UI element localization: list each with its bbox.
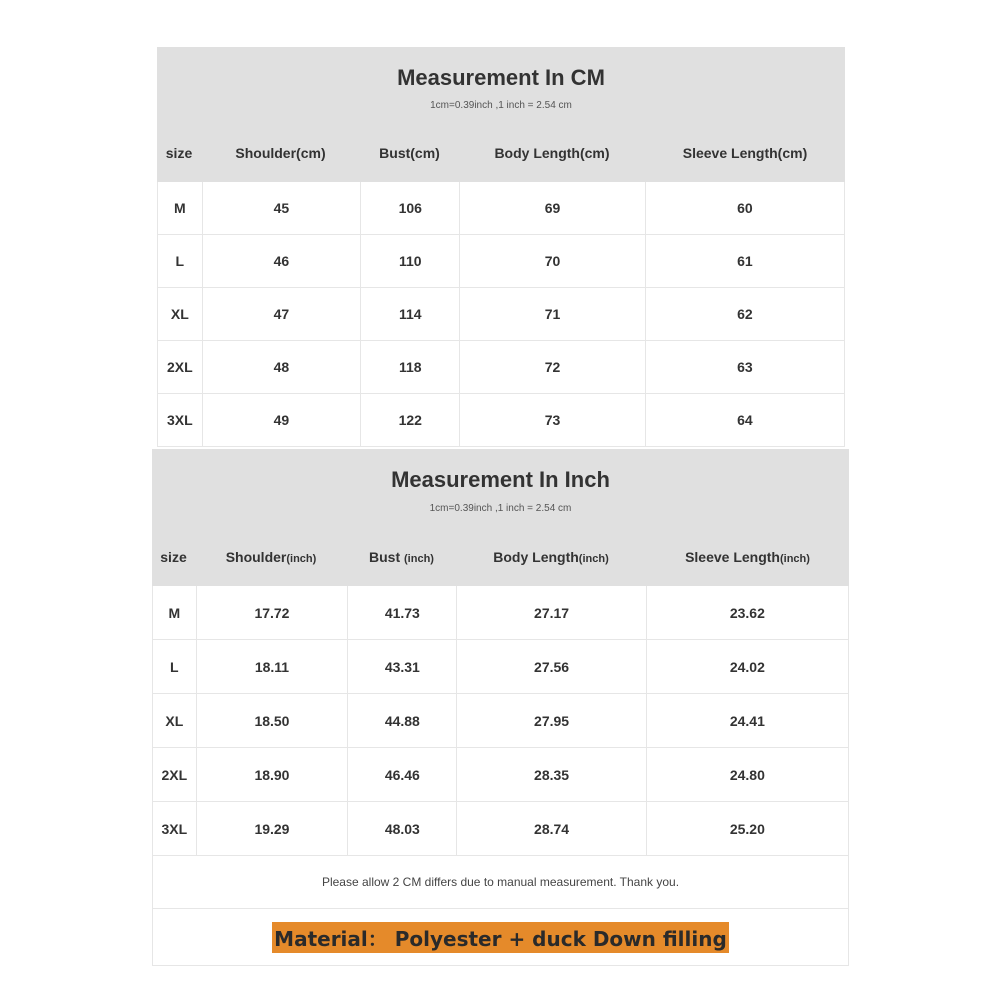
size-cell: XL xyxy=(153,694,197,747)
column-header-label: Sleeve Length xyxy=(685,549,780,565)
measurement-cell: 23.62 xyxy=(729,604,765,621)
table-row xyxy=(158,341,844,394)
inch-table-subtitle: 1cm=0.39inch ,1 inch = 2.54 cm xyxy=(429,503,572,514)
measurement-cell: 25.20 xyxy=(729,820,765,837)
measurement-cell: 70 xyxy=(460,235,645,287)
column-header-label: Shoulder(cm) xyxy=(235,145,326,161)
measurement-cell: 24.41 xyxy=(729,712,765,729)
inch-table-title: Measurement In Inch xyxy=(391,467,610,492)
measurement-cell: 48 xyxy=(203,341,362,393)
size-cell: XL xyxy=(158,288,203,340)
column-header-unit: (inch) xyxy=(404,553,434,565)
cm-table-title: Measurement In CM xyxy=(397,65,605,90)
measurement-note: Please allow 2 CM differs due to manual measurement. Thank you. xyxy=(152,856,849,909)
table-row xyxy=(153,586,848,640)
column-header xyxy=(646,549,849,565)
size-cell: 2XL xyxy=(153,748,197,801)
cm-table-header xyxy=(157,47,845,182)
column-header-label: Bust(cm) xyxy=(379,145,440,161)
inch-size-table xyxy=(152,449,849,966)
table-row xyxy=(153,694,848,748)
column-header-label: size xyxy=(165,145,193,161)
table-row xyxy=(153,802,848,856)
column-header xyxy=(360,145,459,161)
column-header-label: Body Length(cm) xyxy=(494,145,610,161)
measurement-cell: 27.95 xyxy=(457,694,646,747)
column-header-label: Body Length xyxy=(493,549,579,565)
measurement-cell: 71 xyxy=(460,288,645,340)
measurement-cell: 47 xyxy=(203,288,362,340)
measurement-cell: 72 xyxy=(460,341,645,393)
inch-column-headers xyxy=(152,549,849,565)
column-header xyxy=(201,145,360,161)
measurement-cell: 24.80 xyxy=(729,766,765,783)
table-row xyxy=(158,235,844,288)
column-header-label: Sleeve Length(cm) xyxy=(682,145,808,161)
column-header xyxy=(347,549,456,565)
column-header xyxy=(645,145,845,161)
size-cell: 2XL xyxy=(158,341,203,393)
column-header-label: Shoulder xyxy=(225,549,287,565)
measurement-cell: 24.02 xyxy=(729,658,765,675)
column-header xyxy=(456,549,646,565)
column-header xyxy=(152,549,195,565)
measurement-cell: 69 xyxy=(460,182,645,234)
measurement-cell: 64 xyxy=(737,412,753,428)
measurement-cell: 27.56 xyxy=(457,640,646,693)
measurement-cell: 18.11 xyxy=(197,640,349,693)
measurement-cell: 19.29 xyxy=(197,802,349,855)
cm-table-subtitle: 1cm=0.39inch ,1 inch = 2.54 cm xyxy=(430,100,572,111)
measurement-cell: 28.35 xyxy=(457,748,646,801)
measurement-cell: 46.46 xyxy=(348,748,457,801)
measurement-cell: 63 xyxy=(737,359,753,375)
measurement-cell: 73 xyxy=(460,394,645,446)
cm-table-body xyxy=(157,182,845,447)
material-row xyxy=(152,909,849,966)
column-header-label: size xyxy=(160,549,187,565)
material-label: Material： Polyester + duck Down filling xyxy=(272,922,729,953)
column-header-unit: (inch) xyxy=(286,553,317,565)
table-row xyxy=(153,748,848,802)
measurement-cell: 110 xyxy=(361,235,460,287)
table-row xyxy=(158,288,844,341)
inch-table-body xyxy=(152,586,849,856)
size-cell: L xyxy=(158,235,203,287)
measurement-cell: 41.73 xyxy=(348,586,457,639)
measurement-cell: 61 xyxy=(737,253,753,269)
measurement-cell: 17.72 xyxy=(197,586,349,639)
cm-column-headers xyxy=(157,145,845,161)
measurement-cell: 49 xyxy=(203,394,362,446)
column-header-unit: (inch) xyxy=(779,553,810,565)
measurement-cell: 27.17 xyxy=(457,586,646,639)
measurement-cell: 114 xyxy=(361,288,460,340)
table-row xyxy=(158,182,844,235)
table-row xyxy=(153,640,848,694)
measurement-cell: 106 xyxy=(361,182,460,234)
column-header xyxy=(459,145,645,161)
measurement-cell: 62 xyxy=(737,306,753,322)
size-cell: L xyxy=(153,640,197,693)
size-cell: M xyxy=(153,586,197,639)
measurement-cell: 44.88 xyxy=(348,694,457,747)
column-header-label: Bust xyxy=(369,549,405,565)
size-cell: M xyxy=(158,182,203,234)
measurement-cell: 118 xyxy=(361,341,460,393)
measurement-cell: 18.90 xyxy=(197,748,349,801)
measurement-cell: 122 xyxy=(361,394,460,446)
measurement-cell: 28.74 xyxy=(457,802,646,855)
column-header xyxy=(157,145,201,161)
inch-table-header xyxy=(152,449,849,586)
size-cell: 3XL xyxy=(158,394,203,446)
table-row xyxy=(158,394,844,447)
column-header xyxy=(195,549,347,565)
measurement-cell: 43.31 xyxy=(348,640,457,693)
cm-size-table xyxy=(157,47,845,447)
measurement-cell: 60 xyxy=(737,200,753,216)
measurement-cell: 45 xyxy=(203,182,362,234)
size-cell: 3XL xyxy=(153,802,197,855)
measurement-cell: 18.50 xyxy=(197,694,349,747)
measurement-cell: 46 xyxy=(203,235,362,287)
column-header-unit: (inch) xyxy=(578,553,609,565)
measurement-cell: 48.03 xyxy=(348,802,457,855)
